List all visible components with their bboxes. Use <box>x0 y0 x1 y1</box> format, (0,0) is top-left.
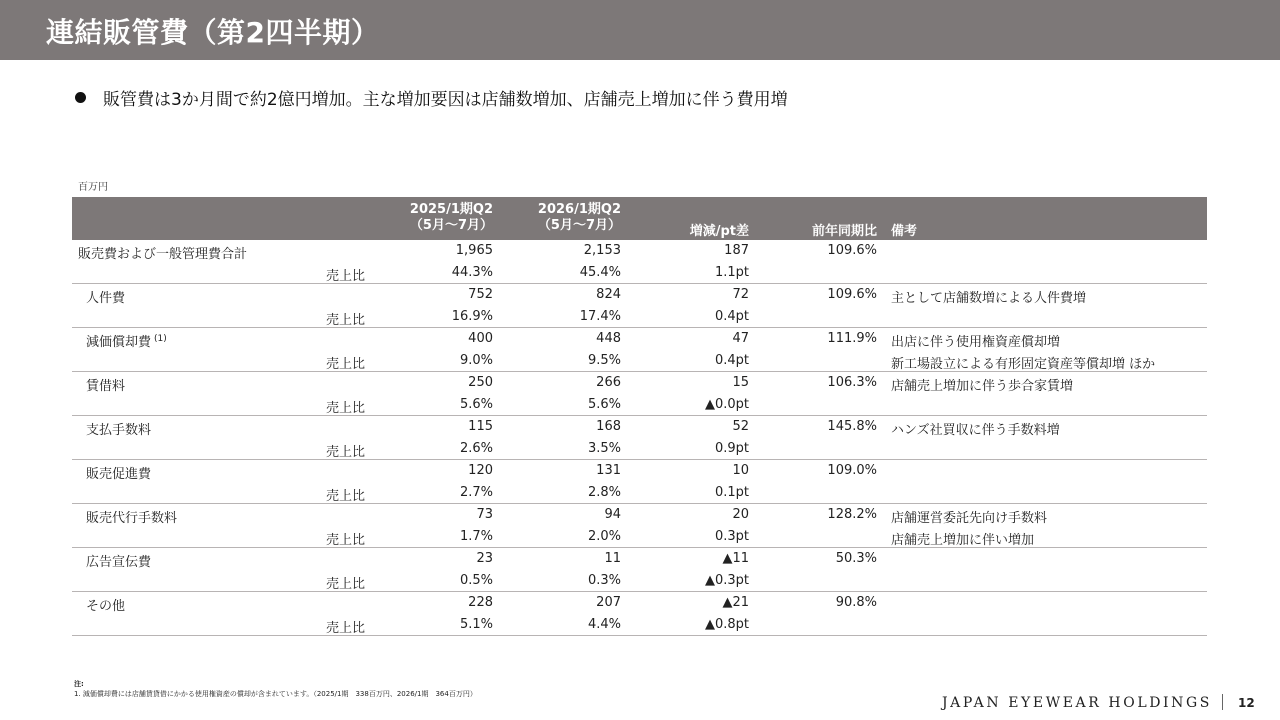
remark: 新工場設立による有形固定資産等償却増 ほか <box>891 356 1156 372</box>
table-row-ratio <box>72 394 1207 416</box>
table-row-ratio <box>72 526 1207 548</box>
value-yoy: 50.3% <box>835 551 877 566</box>
value-current: 168 <box>596 419 621 434</box>
ratio-label: 売上比 <box>325 444 365 460</box>
row-label <box>86 463 151 482</box>
table-row <box>72 372 1207 394</box>
ratio-current: 45.4% <box>579 264 621 280</box>
value-current: 824 <box>596 287 621 302</box>
row-label-text: 賃借料 <box>86 379 126 394</box>
value-change: 20 <box>732 507 749 522</box>
page-number: 12 <box>1238 696 1255 710</box>
ratio-change: 0.3pt <box>714 528 749 544</box>
value-yoy: 128.2% <box>827 507 877 522</box>
header-current-period: 2026/1期Q2 （5月～7月） <box>537 202 621 233</box>
value-yoy: 109.6% <box>827 287 877 302</box>
table-body <box>72 240 1207 636</box>
value-prev: 120 <box>468 463 493 478</box>
row-label-text: 広告宣伝費 <box>86 555 152 570</box>
row-label <box>86 551 151 570</box>
table-row-ratio <box>72 570 1207 592</box>
value-change: ▲11 <box>722 551 749 566</box>
ratio-current: 4.4% <box>587 616 621 632</box>
ratio-label: 売上比 <box>325 312 365 328</box>
remark: 出店に伴う使用権資産償却増 <box>891 335 1061 350</box>
header-change: 増減/pt差 <box>689 224 749 239</box>
ratio-prev: 1.7% <box>459 528 493 544</box>
table-row <box>72 548 1207 570</box>
value-change: 15 <box>732 375 749 390</box>
value-current: 11 <box>604 551 621 566</box>
ratio-label: 売上比 <box>325 356 365 372</box>
table-row-group <box>72 548 1207 592</box>
ratio-change: ▲0.8pt <box>704 616 749 632</box>
value-prev: 400 <box>468 331 493 346</box>
ratio-prev: 5.1% <box>459 616 493 632</box>
table-row-group <box>72 460 1207 504</box>
row-label <box>86 375 125 394</box>
row-label-text: 人件費 <box>86 291 126 306</box>
value-change: 10 <box>732 463 749 478</box>
value-yoy: 106.3% <box>827 375 877 390</box>
table-row-ratio <box>72 614 1207 636</box>
value-prev: 250 <box>468 375 493 390</box>
row-label <box>86 287 125 306</box>
table-row <box>72 240 1207 262</box>
bullet-dot-icon <box>75 92 86 103</box>
ratio-prev: 44.3% <box>451 264 493 280</box>
table-row-group <box>72 240 1207 284</box>
table-row <box>72 504 1207 526</box>
remark: 店舗運営委託先向け手数料 <box>891 511 1048 526</box>
table-row-ratio <box>72 306 1207 328</box>
row-label <box>78 243 247 262</box>
header-yoy: 前年同期比 <box>811 224 877 239</box>
table-row <box>72 328 1207 350</box>
ratio-prev: 2.6% <box>459 440 493 456</box>
ratio-prev: 9.0% <box>459 352 493 368</box>
value-current: 207 <box>596 595 621 610</box>
header-remarks: 備考 <box>891 224 918 239</box>
value-current: 448 <box>596 331 621 346</box>
value-prev: 228 <box>468 595 493 610</box>
ratio-label: 売上比 <box>325 400 365 416</box>
ratio-prev: 0.5% <box>459 572 493 588</box>
row-label-text: 販売促進費 <box>86 467 152 482</box>
ratio-prev: 5.6% <box>459 396 493 412</box>
table-row-group <box>72 372 1207 416</box>
value-current: 266 <box>596 375 621 390</box>
remark: ハンズ社買収に伴う手数料増 <box>891 423 1060 438</box>
sga-table <box>72 197 1207 636</box>
footnote-marker: (1) <box>154 333 167 344</box>
ratio-change: 0.4pt <box>714 308 749 324</box>
value-change: ▲21 <box>722 595 749 610</box>
row-label-text: 販売代行手数料 <box>86 511 178 526</box>
ratio-label: 売上比 <box>325 268 365 284</box>
value-prev: 73 <box>476 507 493 522</box>
ratio-current: 2.0% <box>587 528 621 544</box>
table-row-ratio <box>72 438 1207 460</box>
footnote <box>74 679 477 699</box>
value-yoy: 109.6% <box>827 243 877 258</box>
value-prev: 23 <box>476 551 493 566</box>
value-yoy: 111.9% <box>827 331 877 346</box>
value-change: 187 <box>724 243 749 258</box>
table-row <box>72 416 1207 438</box>
table-row <box>72 460 1207 482</box>
summary-text: 販管費は3か月間で約2億円増加。主な増加要因は店舗数増加、店舗売上増加に伴う費用増 <box>103 90 788 110</box>
row-label <box>86 331 167 350</box>
table-row-group <box>72 416 1207 460</box>
value-yoy: 90.8% <box>835 595 877 610</box>
ratio-change: ▲0.0pt <box>704 396 749 412</box>
row-label-text: 支払手数料 <box>86 423 152 438</box>
table-row-group <box>72 592 1207 636</box>
value-prev: 752 <box>468 287 493 302</box>
row-label-text: 減価償却費 <box>86 335 152 350</box>
value-current: 131 <box>596 463 621 478</box>
summary-bullet <box>75 85 788 110</box>
row-label <box>86 507 177 526</box>
value-prev: 115 <box>468 419 493 434</box>
row-label-text: 販売費および一般管理費合計 <box>78 247 248 262</box>
table-row-ratio <box>72 350 1207 372</box>
ratio-current: 5.6% <box>587 396 621 412</box>
footer-divider <box>1222 694 1223 710</box>
value-change: 47 <box>732 331 749 346</box>
ratio-current: 2.8% <box>587 484 621 500</box>
header-prev-period: 2025/1期Q2 （5月～7月） <box>409 202 493 233</box>
row-label <box>86 595 125 614</box>
ratio-change: 0.4pt <box>714 352 749 368</box>
table-row-group <box>72 328 1207 372</box>
ratio-change: ▲0.3pt <box>704 572 749 588</box>
table-row-ratio <box>72 262 1207 284</box>
ratio-prev: 2.7% <box>459 484 493 500</box>
row-label <box>86 419 151 438</box>
remark: 店舗売上増加に伴う歩合家賃増 <box>891 379 1074 394</box>
value-change: 52 <box>732 419 749 434</box>
ratio-change: 0.9pt <box>714 440 749 456</box>
title-bar <box>0 0 1280 60</box>
unit-label: 百万円 <box>78 182 108 193</box>
company-brand: JAPAN EYEWEAR HOLDINGS <box>941 695 1212 711</box>
ratio-current: 0.3% <box>587 572 621 588</box>
footnote-heading: 注: <box>74 680 84 688</box>
ratio-current: 3.5% <box>587 440 621 456</box>
ratio-change: 1.1pt <box>714 264 749 280</box>
table-row-group <box>72 284 1207 328</box>
remark: 主として店舗数増による人件費増 <box>891 291 1087 306</box>
table-row-group <box>72 504 1207 548</box>
table-row-ratio <box>72 482 1207 504</box>
page-title: 連結販管費（第2四半期） <box>46 16 380 49</box>
table-row <box>72 284 1207 306</box>
value-change: 72 <box>732 287 749 302</box>
ratio-label: 売上比 <box>325 576 365 592</box>
table-row <box>72 592 1207 614</box>
ratio-label: 売上比 <box>325 620 365 636</box>
value-yoy: 109.0% <box>827 463 877 478</box>
value-current: 94 <box>604 507 621 522</box>
ratio-prev: 16.9% <box>451 308 493 324</box>
value-yoy: 145.8% <box>827 419 877 434</box>
footnote-text: 1. 減価償却費には店舗賃貸借にかかる使用権資産の償却が含まれています。（2025/1期 338百万円、2026/1期 364百万円） <box>74 690 477 698</box>
row-label-text: その他 <box>86 599 126 614</box>
ratio-current: 17.4% <box>579 308 621 324</box>
value-prev: 1,965 <box>455 243 493 258</box>
value-current: 2,153 <box>583 243 621 258</box>
ratio-label: 売上比 <box>325 488 365 504</box>
ratio-label: 売上比 <box>325 532 365 548</box>
table-header <box>72 197 1207 240</box>
ratio-change: 0.1pt <box>714 484 749 500</box>
ratio-current: 9.5% <box>587 352 621 368</box>
remark: 店舗売上増加に伴い増加 <box>891 532 1035 548</box>
